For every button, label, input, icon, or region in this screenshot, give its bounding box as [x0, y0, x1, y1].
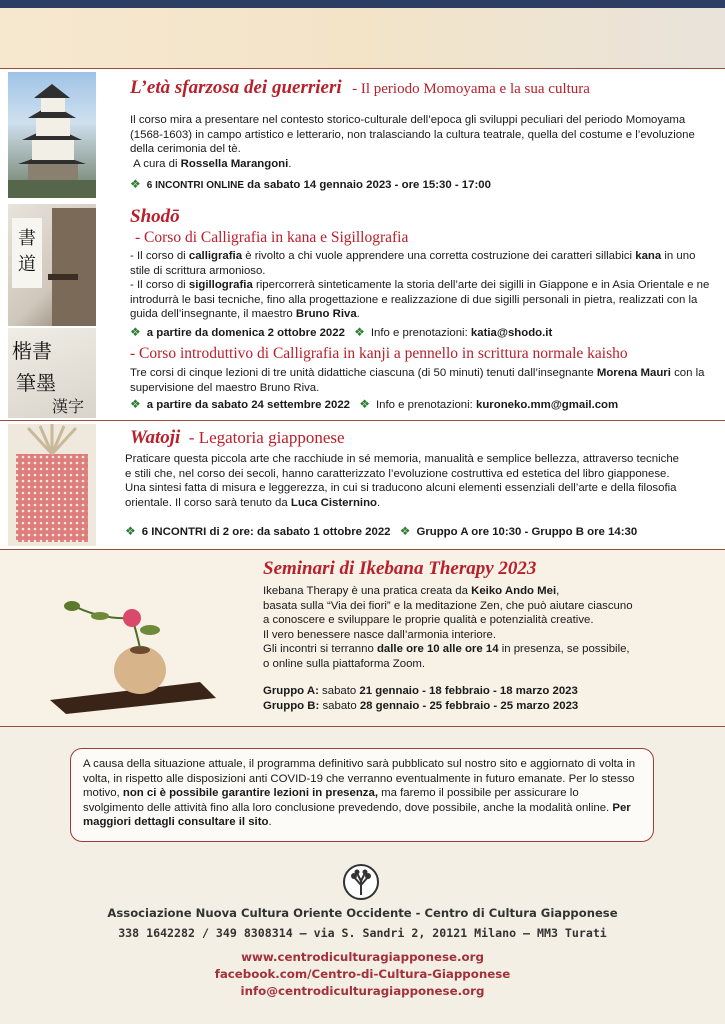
section4-body: Ikebana Therapy è una pratica creata da Keiko Ando Mei, basata sulla “Via dei fiori” e la meditazione Zen, che può aiutare ciascuno a conoscere e sviluppare le proprie qualità e potenzialità creative. Il vero benessere nasce dall’armonia interiore. Gli incontri si terranno dalle ore 10 alle ore 14 in presenza, se possibile, o online sulla piattaforma Zoom.	[263, 585, 633, 670]
section-shodo	[0, 201, 725, 421]
four-diamond-icon: ❖	[359, 397, 370, 411]
course1-info: ❖ a partire da domenica 2 ottobre 2022 ❖ Info e prenotazioni: katia@shodo.it	[130, 325, 553, 339]
svg-text:楷書: 楷書	[12, 339, 52, 363]
four-diamond-icon: ❖	[130, 325, 141, 339]
top-band	[0, 0, 725, 8]
four-diamond-icon: ❖	[130, 397, 141, 411]
course1-title: - Corso di Calligrafia in kana e Sigillografia	[135, 229, 409, 246]
footer-website-link[interactable]: www.centrodiculturagiapponese.org	[241, 950, 484, 964]
email-link[interactable]: kuroneko.mm@gmail.com	[476, 399, 619, 411]
section3-body: Praticare questa piccola arte che racchiude in sé memoria, manualità e semplice bellezza, attraverso tecniche e stili che, nel corso dei secoli, hanno caratterizzato l’evoluzione costruttiva ed estetica del libro giapponese. Una sintesi fatta di misura e leggerezza, in cui si traducono alcuni elementi essenziali dell’arte e della filosofia orientale. Il corso sarà tenuto da Luca Cisternino.	[125, 453, 679, 509]
section4-groups: Gruppo A: sabato 21 gennaio - 18 febbraio - 18 marzo 2023 Gruppo B: sabato 28 gennaio - 25 febbraio - 25 marzo 2023	[263, 685, 579, 712]
svg-text:筆墨: 筆墨	[16, 371, 56, 395]
four-diamond-icon: ❖	[399, 524, 411, 538]
footer-email-link[interactable]: info@centrodiculturagiapponese.org	[240, 984, 485, 998]
section-watoji	[0, 421, 725, 550]
section-ikebana	[0, 550, 725, 727]
footer-org: Associazione Nuova Cultura Oriente Occidente - Centro di Cultura Giapponese	[107, 906, 618, 920]
book-photo	[8, 424, 96, 546]
footer-contacts: 338 1642282 / 349 8308314 – via S. Sandri 2, 20121 Milano – MM3 Turati	[118, 926, 607, 940]
svg-text:道: 道	[18, 254, 36, 275]
section4-title: Seminari di Ikebana Therapy 2023	[263, 558, 537, 579]
kanji-scroll-photo	[8, 328, 96, 418]
section3-heading	[130, 427, 345, 449]
header-decoration	[0, 8, 725, 68]
email-link[interactable]: katia@shodo.it	[470, 327, 553, 339]
section-momoyama	[0, 68, 725, 202]
section2-title: Shodō	[130, 206, 180, 227]
four-diamond-icon: ❖	[130, 177, 141, 191]
section1-title: L’età sfarzosa dei guerrieri	[130, 77, 342, 98]
section3-meetings: ❖ 6 INCONTRI di 2 ore: da sabato 1 ottobre 2022 ❖ Gruppo A ore 10:30 - Gruppo B ore 14:30	[125, 524, 638, 538]
course2-title: - Corso introduttivo di Calligrafia in kanji a pennello in scrittura normale kaisho	[130, 345, 628, 362]
section1-subtitle: - Il periodo Momoyama e la sua cultura	[352, 81, 590, 97]
course2-info: ❖ a partire da sabato 24 settembre 2022 ❖ Info e prenotazioni: kuroneko.mm@gmail.com	[130, 397, 619, 411]
section3-title: Watoji	[130, 427, 181, 448]
calligraphy-photo	[8, 204, 96, 326]
four-diamond-icon: ❖	[125, 524, 136, 538]
section1-body: Il corso mira a presentare nel contesto storico-culturale dell’epoca gli sviluppi peculiari del periodo Momoyama (1568-1603) in campo artistico e letterario, non tralasciando la cultura teatrale, quella del costume e l’evoluzione della cerimonia del tè. A cura di Rossella Marangoni.	[130, 114, 695, 170]
footer-facebook-link[interactable]: facebook.com/Centro-di-Cultura-Giapponese	[214, 967, 511, 981]
tree-logo-icon	[342, 863, 380, 901]
four-diamond-icon: ❖	[354, 325, 365, 339]
section1-meetings: ❖ 6 INCONTRI ONLINE da sabato 14 gennaio 2023 - ore 15:30 - 17:00	[130, 177, 491, 191]
course2-body: Tre corsi di cinque lezioni di tre unità didattiche ciascuna (di 50 minuti) tenuti dall’insegnante Morena Mauri con la supervisione del maestro Bruno Riva.	[130, 367, 705, 394]
castle-photo	[8, 72, 96, 198]
svg-text:書: 書	[18, 228, 36, 249]
section1-heading	[130, 77, 720, 99]
covid-notice: A causa della situazione attuale, il programma definitivo sarà pubblicato sul nostro sito e aggiornato di volta in volta, in rispetto alle disposizioni anti COVID-19 che verranno eventualmente in futuro emanate. Per lo stesso motivo, non ci è possibile garantire lezioni in presenza, ma faremo il possibile per assicurare lo svolgimento delle attività fino alla loro conclusione prevedendo, dove possibile, anche la modalità online. Per maggiori dettagli consultare il sito.	[70, 748, 654, 842]
course1-body: - Il corso di calligrafia è rivolto a chi vuole apprendere una corretta costruzione dei caratteri sillabici kana in uno stile di scrittura armonioso. - Il corso di sigillografia ripercorrerà sinteticamente la storia dell’arte dei sigilli in Giappone e in Asia Orientale e ne introdurrà le basi tecniche, fino alla progettazione e realizzazione di due sigilli personali in pietra, realizzati con la guida dell’insegnante, il maestro Bruno Riva.	[130, 250, 710, 320]
ikebana-illustration	[40, 590, 220, 715]
section3-subtitle: - Legatoria giapponese	[188, 428, 345, 447]
svg-text:漢字: 漢字	[52, 397, 85, 416]
